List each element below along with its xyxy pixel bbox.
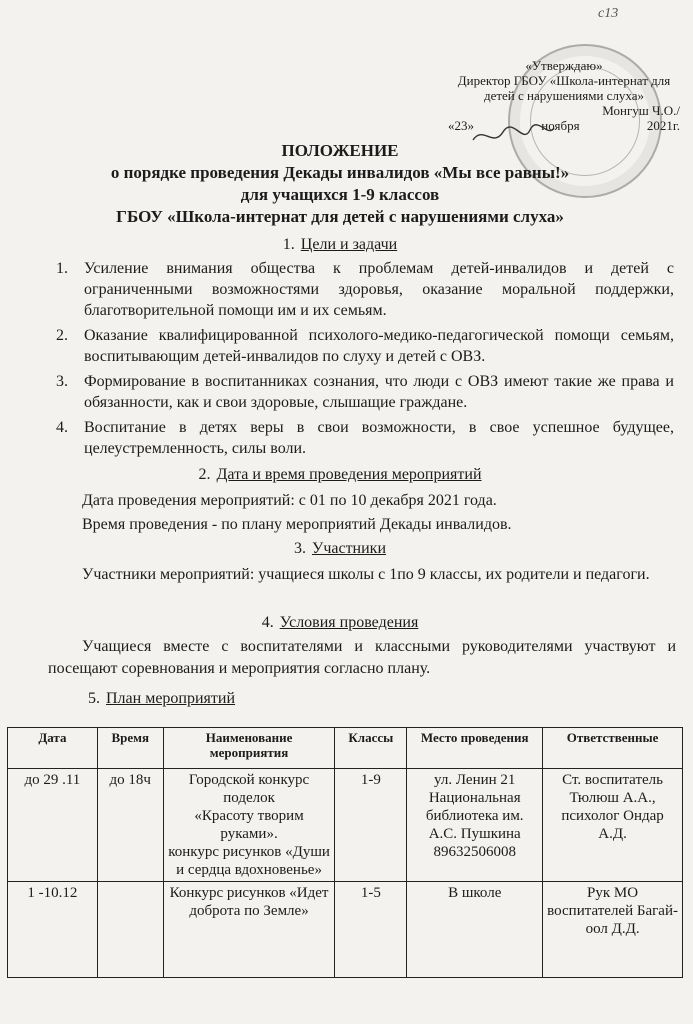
title-line-1: ПОЛОЖЕНИЕ xyxy=(281,141,399,160)
approval-line-2: детей с нарушениями слуха» xyxy=(483,88,645,103)
header-name: Наименование мероприятия xyxy=(163,728,335,769)
approval-date-year: 2021г. xyxy=(646,118,680,133)
page-corner-mark: с13 xyxy=(598,6,619,21)
table-header-row xyxy=(8,728,683,769)
approval-block xyxy=(448,58,680,133)
title-line-4: ГБОУ «Школа-интернат для детей с нарушениями слуха» xyxy=(116,207,564,226)
section-participants-heading: 3. Участники xyxy=(293,540,387,557)
section-goals-heading: 1. Цели и задачи xyxy=(282,236,398,253)
conditions-text: Учащиеся вместе с воспитателями и классными руководителями участвуют и посещают соревнования и мероприятия согласно плану. xyxy=(48,638,676,677)
cell-place: В школе xyxy=(407,882,543,978)
cell-classes: 1-9 xyxy=(335,769,407,882)
section-plan-heading: 5. План мероприятий xyxy=(88,690,236,707)
header-responsible: Ответственные xyxy=(543,728,683,769)
approval-signer: Монгуш Ч.О./ xyxy=(602,103,680,118)
header-place: Место проведения xyxy=(407,728,543,769)
table-row xyxy=(8,769,683,882)
title-line-2: о порядке проведения Декады инвалидов «Мы все равны!» xyxy=(110,163,570,182)
approval-title: «Утверждаю» xyxy=(525,58,603,73)
approval-date-day: «23» xyxy=(448,118,474,133)
header-classes: Классы xyxy=(335,728,407,769)
date-line: Дата проведения мероприятий: с 01 по 10 декабря 2021 года. xyxy=(82,492,497,509)
cell-name: Городской конкурс поделок «Красоту творим руками». конкурс рисунков «Души и сердца вдохновенье» xyxy=(163,769,335,882)
section-conditions-heading: 4. Условия проведения xyxy=(261,614,419,631)
cell-name: Конкурс рисунков «Идет доброта по Земле» xyxy=(163,882,335,978)
document-title xyxy=(40,140,640,228)
title-line-3: для учащихся 1-9 классов xyxy=(240,185,440,204)
section-date-heading: 2. Дата и время проведения мероприятий xyxy=(198,466,482,483)
header-date: Дата xyxy=(8,728,98,769)
list-item: 1. Усиление внимания общества к проблемам детей-инвалидов и детей с ограниченными возможностями здоровья, оказание моральной поддержки, благотворительной помощи им и их семьям. xyxy=(56,260,674,319)
participants-text: Участники мероприятий: учащиеся школы с 1по 9 классы, их родители и педагоги. xyxy=(82,566,650,583)
approval-date xyxy=(448,118,680,133)
cell-responsible: Ст. воспитатель Тюлюш А.А., психолог Ондар А.Д. xyxy=(543,769,683,882)
header-time: Время xyxy=(97,728,163,769)
approval-date-month: ноября xyxy=(541,118,580,133)
cell-date: до 29 .11 xyxy=(8,769,98,882)
list-item: 2. Оказание квалифицированной психолого-медико-педагогической помощи семьям, воспитывающим детей-инвалидов по слуху и детей с ОВЗ. xyxy=(56,327,674,365)
cell-responsible: Рук МО воспитателей Багай-оол Д.Д. xyxy=(543,882,683,978)
cell-time: до 18ч xyxy=(97,769,163,882)
cell-time xyxy=(97,882,163,978)
list-item: 3. Формирование в воспитанниках сознания, что люди с ОВЗ имеют такие же права и обязанности, как и свои здоровые, слышащие граждане. xyxy=(56,373,674,411)
list-item: 4. Воспитание в детях веры в свои возможности, в свое успешное будущее, целеустремленность, силы воли. xyxy=(56,419,674,457)
goals-list xyxy=(56,258,674,463)
cell-date: 1 -10.12 xyxy=(8,882,98,978)
time-line: Время проведения - по плану мероприятий Декады инвалидов. xyxy=(82,516,512,533)
cell-classes: 1-5 xyxy=(335,882,407,978)
table-row xyxy=(8,882,683,978)
approval-line-1: Директор ГБОУ «Школа-интернат для xyxy=(457,73,671,88)
events-plan-table xyxy=(7,727,683,978)
cell-place: ул. Ленин 21 Национальная библиотека им. А.С. Пушкина 89632506008 xyxy=(407,769,543,882)
